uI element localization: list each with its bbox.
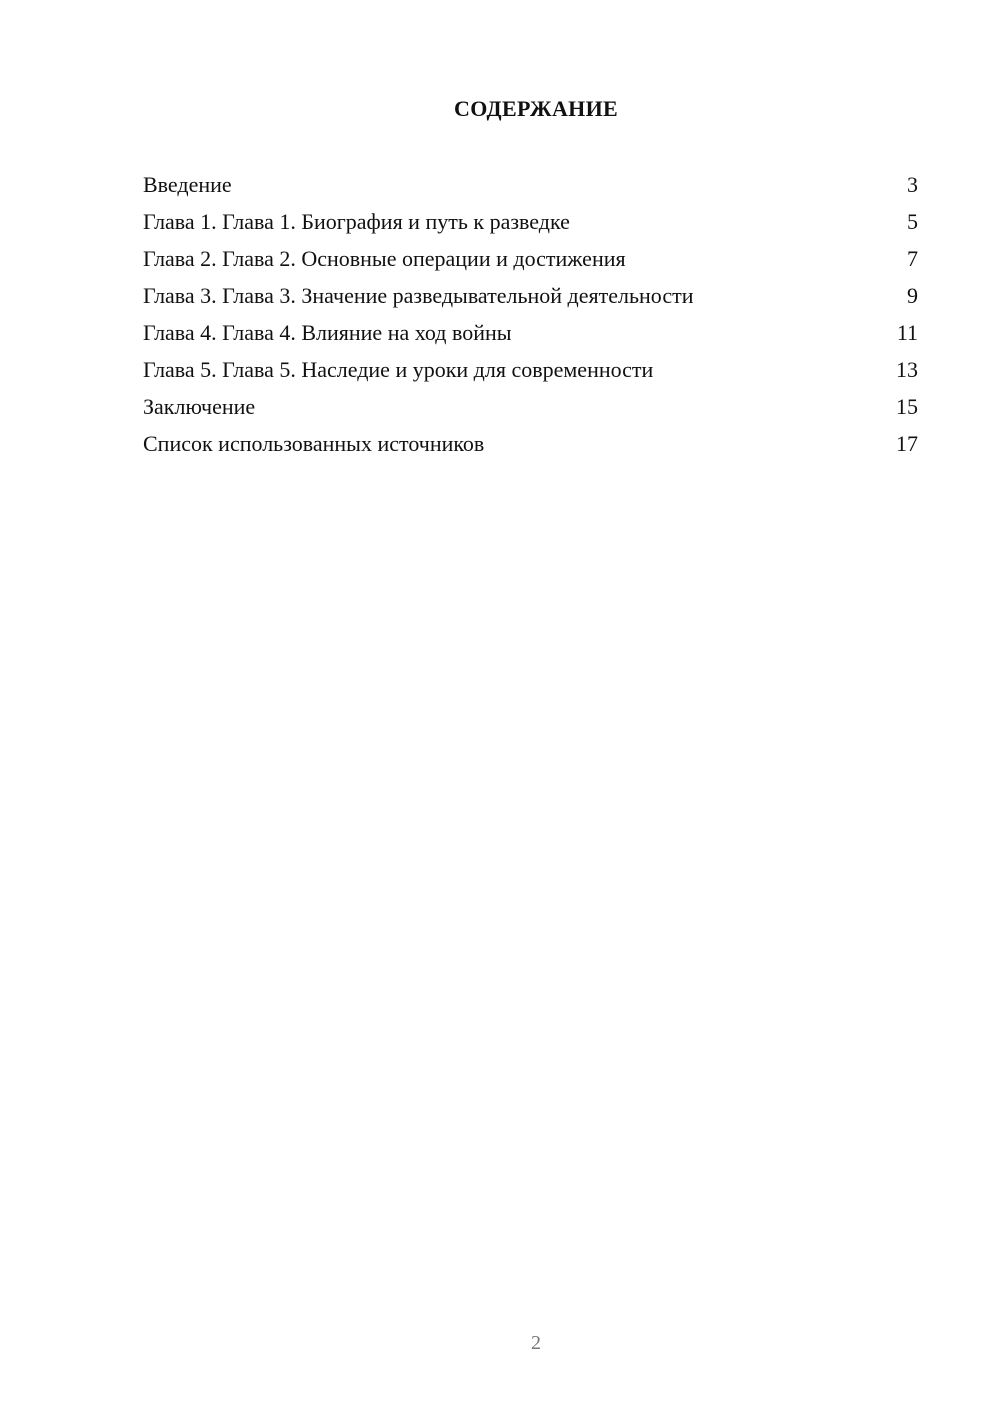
toc-entry-chapter-1[interactable] <box>143 203 918 240</box>
toc-entry-label: Глава 2. Глава 2. Основные операции и достижения <box>143 246 626 271</box>
toc-entry-label: Глава 4. Глава 4. Влияние на ход войны <box>143 320 512 345</box>
toc-entry-chapter-3[interactable] <box>143 277 918 314</box>
toc-entry-label: Введение <box>143 172 232 197</box>
toc-entry-label: Заключение <box>143 394 256 419</box>
toc-entry-page: 5 <box>907 209 918 234</box>
toc-entry-page: 9 <box>907 283 918 308</box>
toc-entry-chapter-2[interactable] <box>143 240 918 277</box>
toc-entry-chapter-5[interactable] <box>143 351 918 388</box>
toc-entry-page: 17 <box>896 431 918 456</box>
toc-entry-label: Глава 1. Глава 1. Биография и путь к разведке <box>143 209 570 234</box>
toc-entry-chapter-4[interactable] <box>143 314 918 351</box>
toc-entry-label: Список использованных источников <box>143 431 485 456</box>
toc-entry-label: Глава 3. Глава 3. Значение разведывательной деятельности <box>143 283 694 308</box>
toc-entry-page: 7 <box>907 246 918 271</box>
page-number: 2 <box>531 1332 541 1354</box>
page-title: СОДЕРЖАНИЕ <box>454 96 618 121</box>
toc-entry-page: 13 <box>896 357 918 382</box>
toc-entry-page: 15 <box>896 394 918 419</box>
table-of-contents <box>143 166 918 462</box>
toc-entry-conclusion[interactable] <box>143 388 918 425</box>
toc-entry-page: 11 <box>896 320 918 345</box>
toc-entry-label: Глава 5. Глава 5. Наследие и уроки для современности <box>143 357 654 382</box>
toc-entry-page: 3 <box>907 172 918 197</box>
toc-entry-introduction[interactable] <box>143 166 918 203</box>
toc-entry-references[interactable] <box>143 425 918 462</box>
